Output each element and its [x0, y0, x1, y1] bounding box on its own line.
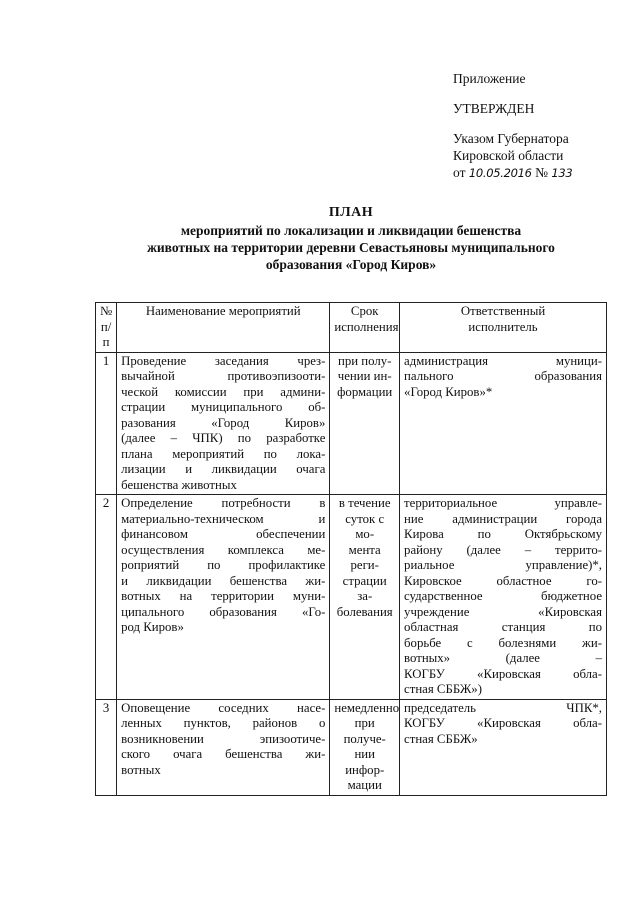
cell-line: ленных пунктов, районов о	[121, 716, 326, 730]
title-line-2: животных на территории деревни Севастьяновы муниципального	[147, 240, 555, 255]
row-term	[330, 495, 400, 700]
table-row	[96, 495, 607, 700]
cell-line: возникновении эпизоотиче-	[121, 731, 326, 746]
cell-line: Кирова по Октябрьскому	[404, 527, 602, 541]
cell-line: борьбе с болезнями жи-	[404, 635, 602, 650]
row-activity-name	[117, 495, 330, 700]
cell-line: району (далее – террито-	[404, 542, 602, 557]
cell-line: администрация муници-	[404, 353, 602, 368]
row-term	[330, 352, 400, 495]
cell-line: Определение потребности в	[121, 496, 326, 510]
cell-line: КОГБУ «Кировская обла-	[404, 716, 602, 730]
cell-line: «Город Киров»*	[404, 384, 493, 399]
cell-line: Проведение заседания чрез-	[121, 353, 326, 368]
table-row	[96, 352, 607, 495]
cell-line: страции муниципального об-	[121, 400, 326, 414]
cell-line: Оповещение соседних насе-	[121, 700, 326, 715]
cell-line: председатель ЧПК*,	[404, 700, 602, 715]
header-number-line-1: №	[100, 304, 113, 318]
header-number	[96, 303, 117, 353]
cell-line: страции за-	[342, 573, 387, 603]
cell-line: стная СББЖ»)	[404, 682, 482, 696]
cell-line: ние администрации города	[404, 511, 602, 526]
cell-line: финансовом обеспечении	[121, 527, 326, 541]
header-name: Наименование мероприятий	[117, 303, 330, 353]
table-header-row	[96, 303, 607, 353]
cell-line: (далее – ЧПК) по разработке	[121, 431, 326, 445]
table-body	[96, 352, 607, 795]
cell-line: в течение	[338, 496, 391, 510]
cell-line: стная СББЖ»	[404, 731, 478, 746]
row-activity-name	[117, 352, 330, 495]
cell-line: вычайной противоэпизооти-	[121, 369, 326, 383]
header-term-line-1: Срок	[350, 304, 379, 318]
cell-line: лизации и ликвидации очага	[121, 462, 326, 476]
cell-line: чении ин-	[337, 369, 392, 383]
cell-line: разования «Город Киров»	[121, 415, 326, 430]
cell-line: суток с мо-	[345, 511, 385, 541]
document-title	[95, 204, 607, 273]
cell-line: вотных на территории муни-	[121, 589, 326, 603]
cell-line: бешенства животных	[121, 477, 237, 492]
cell-line: при полу-	[338, 353, 392, 368]
cell-line: ципального образования «Го-	[121, 604, 326, 619]
cell-line: территориальное управле-	[404, 496, 602, 510]
cell-line: нии инфор-	[345, 747, 385, 777]
decree-line-1: Указом Губернатора	[453, 131, 569, 146]
cell-line: мента реги-	[348, 542, 381, 572]
header-responsible	[400, 303, 607, 353]
title-line-1: мероприятий по локализации и ликвидации бешенства	[180, 223, 522, 238]
cell-line: осуществления комплекса ме-	[121, 542, 326, 557]
number-prefix: №	[535, 165, 548, 180]
row-responsible	[400, 352, 607, 495]
cell-line: роприятий по профилактике	[121, 558, 326, 572]
header-responsible-line-1: Ответственный	[460, 304, 546, 318]
cell-line: при получе-	[343, 716, 386, 746]
cell-line: учреждение «Кировская	[404, 604, 602, 619]
appendix-label: Приложение	[453, 71, 526, 86]
cell-line: вотных	[121, 762, 161, 777]
cell-line: формации	[337, 384, 393, 399]
decree-line-2: Кировской области	[453, 148, 564, 163]
handwritten-number: 133	[551, 166, 573, 180]
cell-line: род Киров»	[121, 620, 184, 634]
decree-date-line	[453, 164, 623, 182]
cell-line: мации	[347, 778, 382, 792]
cell-line: болевания	[336, 604, 393, 619]
plan-heading: ПЛАН	[328, 205, 374, 220]
row-responsible	[400, 699, 607, 795]
cell-line: плана мероприятий по лока-	[121, 446, 326, 461]
row-number: 3	[96, 699, 117, 795]
table-row	[96, 699, 607, 795]
cell-line: ского очага бешенства жи-	[121, 747, 326, 761]
cell-line: риальное управление)*,	[404, 558, 602, 572]
header-number-line-2: п/п	[100, 319, 112, 349]
cell-line: сударственное бюджетное	[404, 589, 602, 603]
row-number: 2	[96, 495, 117, 700]
cell-line: областная станция по	[404, 620, 602, 634]
row-responsible	[400, 495, 607, 700]
approval-block	[453, 70, 623, 182]
row-term	[330, 699, 400, 795]
approved-label: УТВЕРЖДЕН	[453, 101, 535, 116]
cell-line: КОГБУ «Кировская обла-	[404, 666, 602, 681]
header-term-line-2: исполнения	[334, 319, 399, 334]
handwritten-date: 10.05.2016	[468, 166, 532, 180]
row-number: 1	[96, 352, 117, 495]
title-line-3: образования «Город Киров»	[265, 257, 437, 272]
header-responsible-line-2: исполнитель	[468, 319, 538, 334]
plan-table	[95, 302, 607, 796]
cell-line: вотных» (далее –	[404, 651, 602, 665]
cell-line: материально-техническом и	[121, 511, 326, 526]
row-activity-name	[117, 699, 330, 795]
cell-line: ческой комиссии при админи-	[121, 384, 326, 399]
cell-line: Кировское областное го-	[404, 573, 602, 588]
cell-line: пального образования	[404, 369, 602, 383]
header-term	[330, 303, 400, 353]
cell-line: и ликвидации бешенства жи-	[121, 573, 326, 588]
cell-line: немедленно	[334, 700, 400, 715]
date-prefix: от	[453, 165, 466, 180]
